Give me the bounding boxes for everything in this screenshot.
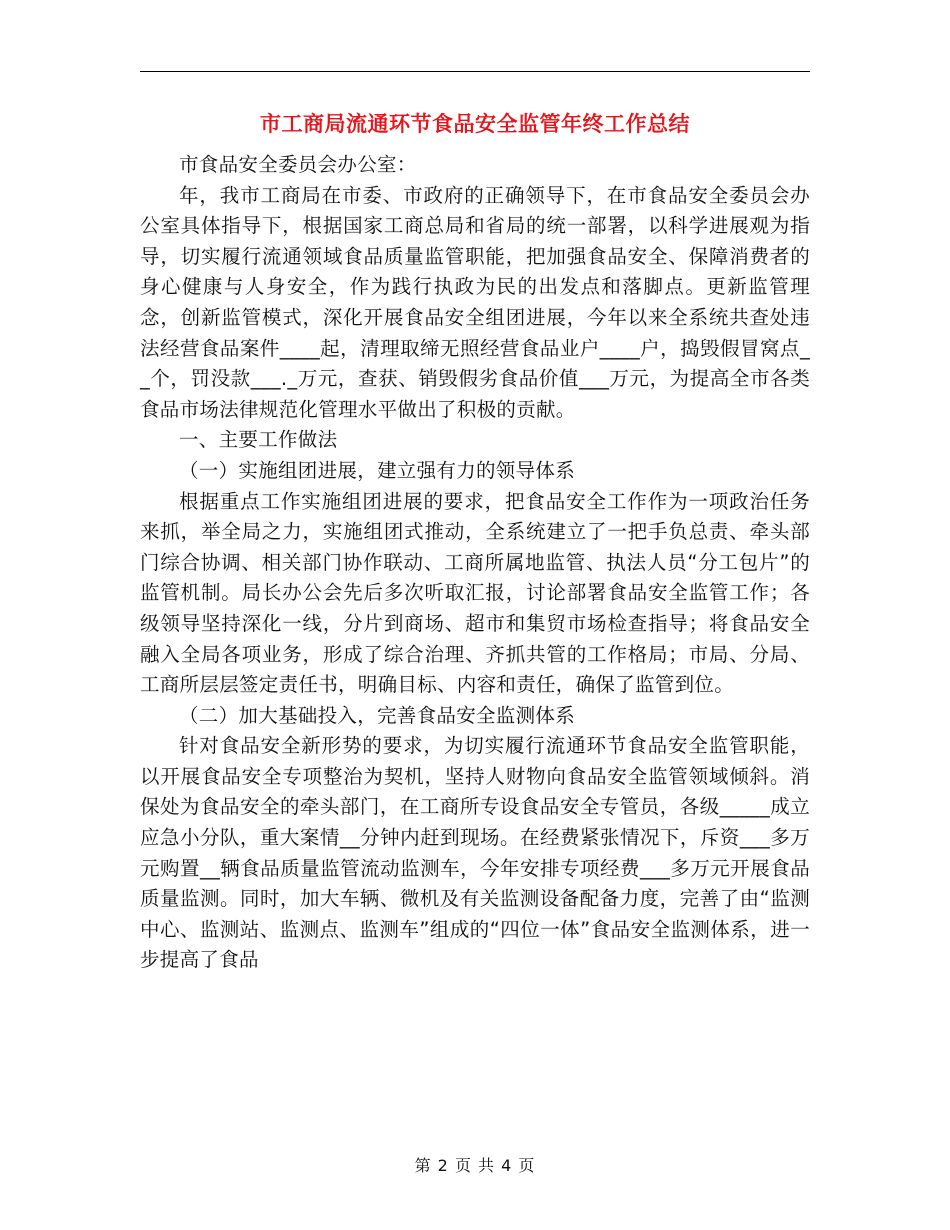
subsection-heading-2: （二）加大基础投入，完善食品安全监测体系 [179,703,576,727]
section-heading-main-work: 一、主要工作做法 [179,428,338,452]
subsection-heading-1: （一）实施组团进展，建立强有力的领导体系 [179,458,576,482]
header-rule [140,71,810,72]
subsection-1-paragraph: 根据重点工作实施组团进展的要求，把食品安全工作作为一项政治任务来抓，举全局之力，实施组团式推动，全系统建立了一把手负总责、牵头部门综合协调、相关部门协作联动、工商所属地监管、执法人员“分工包片”的监管机制。局长办公会先后多次听取汇报，讨论部署食品安全监管工作；各级领导坚持深化一线，分片到商场、超市和集贸市场检查指导；将食品安全融入全局各项业务，形成了综合治理、齐抓共管的工作格局；市局、分局、工商所层层签定责任书，明确目标、内容和责任，确保了监管到位。 [140,489,810,697]
page-number: 第 2 页 共 4 页 [414,1156,536,1175]
document-body [140,150,810,976]
intro-paragraph: 年，我市工商局在市委、市政府的正确领导下，在市食品安全委员会办公室具体指导下，根据国家工商总局和省局的统一部署，以科学进展观为指导，切实履行流通领域食品质量监管职能，把加强食品安全、保障消费者的身心健康与人身安全，作为践行执政为民的出发点和落脚点。更新监管理念，创新监管模式，深化开展食品安全组团进展，今年以来全系统共查处违法经营食品案件____起，清理取缔无照经营食品业户____户，捣毁假冒窝点__个，罚没款___._万元，查获、销毁假劣食品价值___万元，为提高全市各类食品市场法律规范化管理水平做出了积极的贡献。 [140,183,810,421]
subsection-2-paragraph: 针对食品安全新形势的要求，为切实履行流通环节食品安全监管职能，以开展食品安全专项整治为契机，坚持人财物向食品安全监管领域倾斜。消保处为食品安全的牵头部门，在工商所专设食品安全专管员，各级_____成立应急小分队，重大案情__分钟内赶到现场。在经费紧张情况下，斥资___多万元购置__辆食品质量监管流动监测车，今年安排专项经费___多万元开展食品质量监测。同时，加大车辆、微机及有关监测设备配备力度，完善了由“监测中心、监测站、监测点、监测车”组成的“四位一体”食品安全监测体系，进一步提高了食品 [140,734,810,972]
salutation: 市食品安全委员会办公室： [179,153,417,176]
document-title: 市工商局流通环节食品安全监管年终工作总结 [260,112,690,136]
